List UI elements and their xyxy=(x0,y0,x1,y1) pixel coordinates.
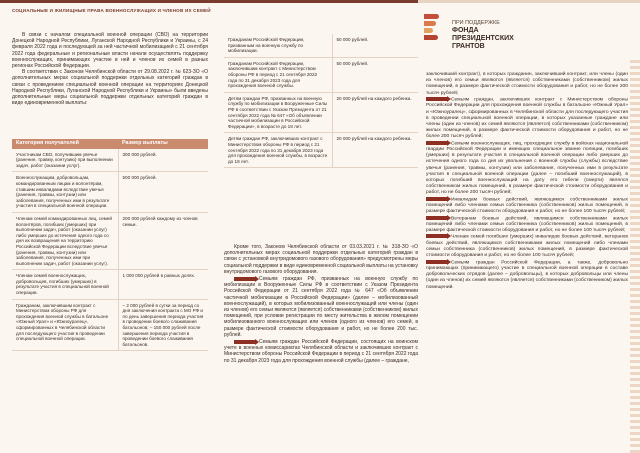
intro-text xyxy=(12,32,208,106)
bullet-paragraph xyxy=(426,216,628,235)
bullet-text: Семьям граждан Российской Федерации, состоящих на воинском учете в военных комиссариатах Челябинской области и заключивших контракт с Министерством обороны Российской Федерации в период с 21 сентября 2022 года по 31 декабря 2023 года для прохождения военной службы (далее – граждане, xyxy=(224,339,418,364)
payments-table xyxy=(12,139,208,351)
logo-caption: ПРИ ПОДДЕРЖКЕ xyxy=(452,20,500,26)
arrow-bullet-icon xyxy=(426,234,448,238)
table-cell-amount: 200 000 рублей каждому из членов семьи. xyxy=(118,212,208,269)
bullet-text: Семьям военнослужащих, лиц, проходящих службу в войсках национальной гвардии Российской Федерации и имеющих специальное звание полиции, погибших (умерших) в результате участия в специальной военной операции либо умерших до истечения одного года со дня их увольнения с военной службы (службы) вследствие увечья (ранения, травмы, контузии) или заболевания, полученных ими в результате участия в специальной военной операции (далее – погибший военнослужащий), в которых погибший военнослужащий на дату его гибели (смерти) являлся собственником жилых помещений, в размере фактической стоимости оборудования и работ, но не более 200 тысяч рублей; xyxy=(426,140,628,196)
table-row xyxy=(12,270,208,299)
bullet-text: Ветеранам боевых действий, являющимся собственниками жилых помещений либо членами семьи собственника (собственников) жилых помещений, в размере фактической стоимости оборудования и работ, но не более 100 тысяч рублей; xyxy=(426,215,628,234)
right-panel xyxy=(418,60,640,453)
table-cell-amount: 500 000 рублей. xyxy=(118,172,208,213)
bullet-paragraph xyxy=(426,97,628,141)
bullet-text: Инвалидам боевых действий, являющимся собственниками жилых помещений либо членами семьи собственника (собственников) жилых помещений, в размере фактической стоимости оборудования и работ, но не более 100 тысяч рублей; xyxy=(426,196,628,215)
table-cell-amount: – 2 000 рублей в сутки за период со дня заключения контракта с МО РФ и по день завершения периода участия в проведении боевого слаживания батальонов; – 150 000 рублей после завершения периода участия в проведении боевого слаживания батальонов. xyxy=(118,299,208,351)
body-paragraph: заключивший контракт), в которых гражданин, заключивший контракт, или члены (один из членов) его семьи являются (является) собственниками (собственником) жилых помещений, в размере фактической стоимости оборудования и работ, но не более 200 тысяч рублей; xyxy=(426,72,628,96)
table-cell-category: Военнослужащим, добровольцам, командированным лицам и волонтёрам, ставшим инвалидами вследствие увечья (ранения, травмы, контузии) или заболевания, полученных ими в результате участия в специальной военной операции. xyxy=(12,172,118,213)
decorative-stripes xyxy=(630,60,640,453)
arrow-bullet-icon xyxy=(234,340,256,344)
table-cell-category: Гражданам, заключившим контракт с Министерством обороны РФ для прохождения военной службы в батальоне «Южный Урал» и «Южноуралец», сформированных в Челябинской области для последующего участия в проведении специальной военной операции. xyxy=(12,299,118,351)
table-cell-amount: 20 000 рублей на каждого ребенка. xyxy=(332,92,418,133)
fund-logo xyxy=(422,14,542,52)
arrow-bullet-icon xyxy=(426,216,448,220)
table-cell-amount: 50 000 рублей. xyxy=(332,34,418,57)
table-cell-category: Гражданам Российской Федерации, заключившим контракт с Министерством обороны РФ в период с 21 сентября 2022 года по 31 декабря 2023 года для прохождения военной службы. xyxy=(224,57,332,92)
table-cell-amount: 20 000 рублей на каждого ребенка. xyxy=(332,133,418,168)
table-cell-category: Детям граждан РФ, призванных на военную службу по мобилизации в Вооруженные Силы РФ в соответствии с Указом Президента от 21 сентября 2022 года № 647 «Об объявлении частичной мобилизации в Российской Федерации», в возрасте до 18 лет. xyxy=(224,92,332,133)
table-cell-category: Детям граждан РФ, заключивших контракт с Министерством обороны РФ в период с 21 сентября 2022 года по 31 декабря 2023 года для прохождения военной службы, в возрасте до 18 лет. xyxy=(224,133,332,168)
arrow-bullet-icon xyxy=(426,260,448,264)
table-row xyxy=(12,299,208,351)
page-header xyxy=(0,0,418,22)
table-cell-category: Гражданам Российской Федерации, призванным на военную службу по мобилизации. xyxy=(224,34,332,57)
bullet-text: Семьям граждан Российской Федерации, а также, добровольно принимающих (принимающего) участие в специальной военной операции в составе добровольческих отрядов (далее – добровольцы), в которых добровольцы или члены (один из членов) их семей являются (является) собственниками (собственником) жилых помещений. xyxy=(426,259,628,290)
intro-paragraph: В соответствии с Законом Челябинской области от 29.08.2022 г. № 623-ЗО «О дополнительных мерах социальной поддержки отдельных категорий граждан в связи с проведением специальной военной операции на территориях Донецкой Народной Республики, Луганской Народной Республики и Украины» были введены дополнительные меры социальной поддержки отдельных категорий граждан в виде единовременной выплаты: xyxy=(12,69,208,107)
bullet-paragraph xyxy=(426,260,628,291)
payments-table-continued xyxy=(224,34,418,168)
table-row xyxy=(224,34,418,57)
table-row xyxy=(224,92,418,133)
header-rule xyxy=(0,0,418,3)
table-row xyxy=(12,149,208,172)
table-cell-category: Участникам СВО, получившим увечье (ранение, травму, контузию) при выполнении задач, работ (оказании услуг). xyxy=(12,149,118,172)
table-row xyxy=(224,57,418,92)
logo-title: ФОНДА ПРЕЗИДЕНТСКИХ ГРАНТОВ xyxy=(452,27,514,50)
column-header-category: Категория получателей xyxy=(12,139,118,149)
table-header-row xyxy=(12,139,208,149)
table-cell-amount: 1 000 000 рублей в равных долях. xyxy=(118,270,208,299)
arrow-bullet-icon xyxy=(426,197,448,201)
table-cell-amount: 50 000 рублей. xyxy=(332,57,418,92)
body-paragraph: Кроме того, Законом Челябинской области от 03.03.2021 г. № 318-ЗО «О дополнительных мерах социальной поддержки отдельных категорий граждан в связи с установкой внутридомового газового оборудования» предусмотрены меры социальной поддержки в виде единовременной социальной выплаты на установку внутридомового газового оборудования. xyxy=(224,244,418,275)
gas-support-text xyxy=(224,244,418,365)
header-rule-right xyxy=(418,0,640,3)
table-cell-amount: 300 000 рублей. xyxy=(118,149,208,172)
arrow-bullet-icon xyxy=(426,97,448,101)
bullet-paragraph xyxy=(224,276,418,338)
table-row xyxy=(12,172,208,213)
bullet-paragraph xyxy=(426,197,628,216)
table-cell-category: Членам семей командированных лиц, семей волонтёров, погибших (умерших) при выполнении задач, работ (оказании услуг) либо умерших до истечения одного года со дня их возвращения на территорию Российской Федерации вследствие увечья (ранения, травмы, контузии) или заболевания, полученных ими при выполнении задач, работ (оказании услуг). xyxy=(12,212,118,269)
arrow-bullet-icon xyxy=(426,141,448,145)
table-cell-category: Членам семей военнослужащих, добровольцев, погибших (умерших) в результате участия в специальной военной операции. xyxy=(12,270,118,299)
bullet-text: Семьям граждан, заключивших контракт с Министерством обороны Российской Федерации для прохождения военной службы в батальоне «Южный Урал» и «Южноуралец», сформированных в Челябинской области для последующего участия в проведении специальной военной операции, в которых указанные граждане или члены (один из членов) их семей являются (является) собственниками (собственником) жилых помещений, в размере фактической стоимости оборудования и работ, но не более 200 тысяч рублей; xyxy=(426,97,628,140)
bullet-paragraph xyxy=(426,141,628,197)
bullet-text: Членам семей погибших (умерших) инвалидов боевых действий, ветеранов боевых действий, являющимся собственниками жилых помещений либо членами семьи собственника (собственников) жилых помещений, в размере фактической стоимости оборудования и работ, но не более 100 тысяч рублей; xyxy=(426,234,628,259)
bullet-paragraph xyxy=(224,339,418,364)
intro-paragraph: В связи с началом специальной военной операции (СВО) на территории Донецкой Народной Республики, Луганской Народной Республики и Украины, с 24 февраля 2022 года и последующей за ней частичной мобилизацией с 21 сентября 2022 года федеральные и региональные власти начали осуществлять поддержку военнослужащих, принимающих участие в ней и членов их семей в разных регионах Российской Федерации. xyxy=(12,32,208,70)
running-title: СОЦИАЛЬНЫЕ И ЖИЛИЩНЫЕ ПРАВА ВОЕННОСЛУЖАЩИХ И ЧЛЕНОВ ИХ СЕМЕЙ xyxy=(12,8,211,13)
bullet-paragraph xyxy=(426,234,628,259)
bullet-text: Семьям граждан РФ, призванных на военную службу по мобилизации в Вооруженные Силы РФ в соответствии с Указом Президента Российской Федерации от 21 сентября 2022 года № 647 «Об объявлении частичной мобилизации в Российской Федерации» (далее – мобилизованный военнослужащий), в которых мобилизованный военнослужащий или члены (один из членов) его семьи являются (является) собственниками (собственником) жилых помещений, при условии регистрации по месту жительства в жилом помещении мобилизованного военнослужащих или членов (одного из членов) его семей, в размере фактической стоимости оборудования и работ, но не более 200 тыс. рублей. xyxy=(224,276,418,338)
table-row xyxy=(224,133,418,168)
table-row xyxy=(12,212,208,269)
arrow-bullet-icon xyxy=(234,277,256,281)
column-header-amount: Размер выплаты xyxy=(118,139,208,149)
right-panel-text xyxy=(426,72,628,291)
logo-mark-icon xyxy=(424,14,439,46)
